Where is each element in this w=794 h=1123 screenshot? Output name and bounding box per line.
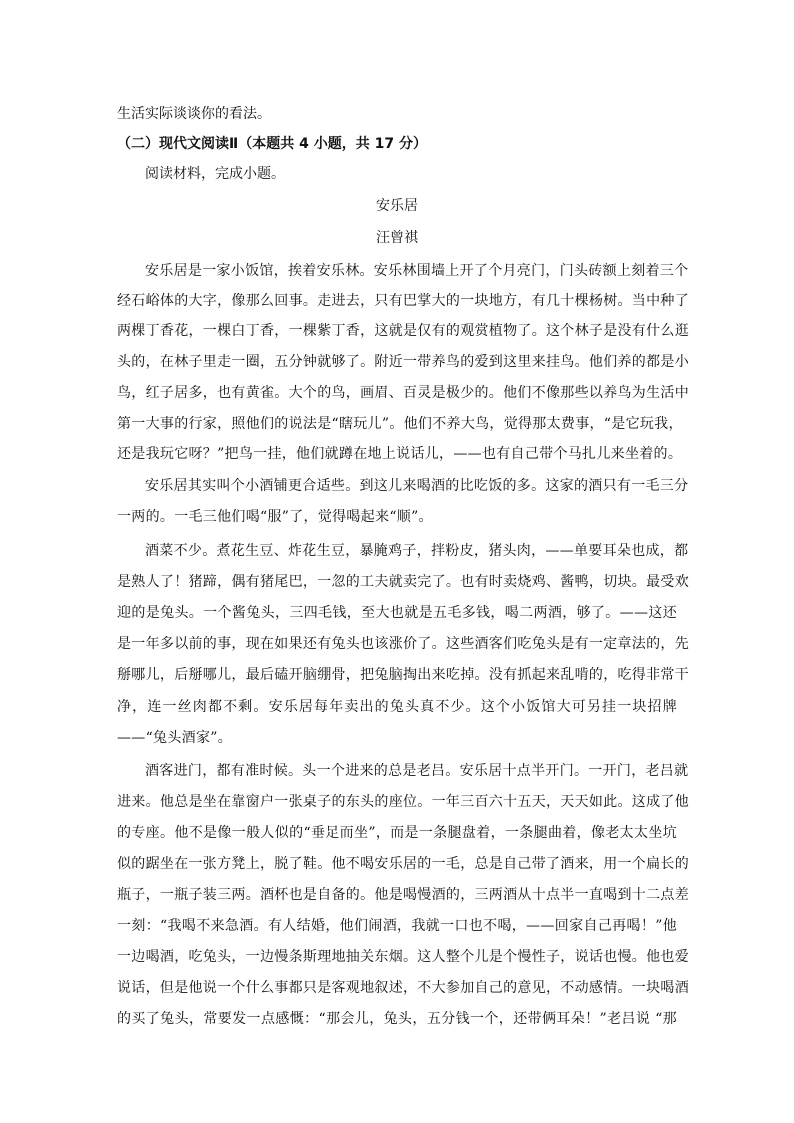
text-line: 的专座。他不是像一般人似的“垂足而坐”，而是一条腿盘着，一条腿曲着，像老太太坐坑: [117, 825, 677, 841]
text-line: 的买了兔头，常要发一点感慨：“那会儿，兔头，五分钱一个，还带俩耳朵！”老吕说 “那: [117, 1011, 677, 1027]
text-line: 似的踞坐在一张方凳上，脱了鞋。他不喝安乐居的一毛，总是自己带了酒来，用一个扁长的: [117, 856, 689, 872]
text-line: 经石峪体的大字，像那么回事。走进去，只有巴掌大的一块地方，有几十棵杨树。当中种了: [117, 293, 689, 309]
text-line: 鸟，红子居多，也有黄雀。大个的鸟，画眉、百灵是极少的。他们不像那些以养鸟为生活中: [117, 385, 689, 401]
text-line: 酒客进门，都有准时候。头一个进来的总是老吕。安乐居十点半开门。一开门，老吕就: [145, 763, 689, 779]
text-line: 净，连一丝肉都不剩。安乐居每年卖出的兔头真不少。这个小饭馆大可另挂一块招牌: [117, 699, 677, 715]
text-line: 一两的。一毛三他们喝“服”了，觉得喝起来“顺”。: [117, 509, 433, 525]
text-line: 一刻：“我喝不来急酒。有人结婚，他们闹酒，我就一口也不喝，——回家自己再喝！”他: [117, 918, 677, 934]
text-line: 进来。他总是坐在靠窗户一张桌子的东头的座位。一年三百六十五天，天天如此。这成了他: [117, 794, 689, 810]
text-line: ——“兔头酒家”。: [117, 730, 233, 746]
section-heading: （二）现代文阅读Ⅱ（本题共 4 小题，共 17 分）: [117, 136, 427, 152]
text-line: 头的，在林子里走一圈，五分钟就够了。附近一带养鸟的爱到这里来挂鸟。他们养的都是小: [117, 354, 689, 370]
text-line: 酒菜不少。煮花生豆、炸花生豆，暴腌鸡子，拌粉皮，猪头肉，——单要耳朵也成，都: [145, 543, 689, 559]
text-line: 安乐居是一家小饭馆，挨着安乐林。安乐林围墙上开了个月亮门，门头砖额上刻着三个: [145, 263, 689, 279]
instruction-text: 阅读材料，完成小题。: [145, 166, 285, 182]
text-line: 还是我玩它呀？”把鸟一挂，他们就蹲在地上说话儿，——也有自己带个马扎儿来坐着的。: [117, 446, 683, 462]
text-line: 瓶子，一瓶子装三两。酒杯也是自备的。他是喝慢酒的，三两酒从十点半一直喝到十二点差: [117, 887, 689, 903]
article-title: 安乐居: [376, 198, 418, 214]
intro-line: 生活实际谈谈你的看法。: [117, 106, 271, 122]
text-line: 安乐居其实叫个小酒铺更合适些。到这儿来喝酒的比吃饭的多。这家的酒只有一毛三分: [145, 478, 689, 494]
text-line: 迎的是兔头。一个酱兔头，三四毛钱，至大也就是五毛多钱，喝二两酒，够了。——这还: [117, 605, 677, 621]
text-line: 是熟人了！猪蹄，偶有猪尾巴，一忽的工夫就卖完了。也有时卖烧鸡、酱鸭，切块。最受欢: [117, 574, 689, 590]
text-line: 是一年多以前的事，现在如果还有兔头也该涨价了。这些酒客们吃兔头是有一定章法的，先: [117, 636, 689, 652]
text-line: 两棵丁香花，一棵白丁香，一棵紫丁香，这就是仅有的观赏植物了。这个林子是没有什么逛: [117, 323, 689, 339]
article-author: 汪曾祺: [376, 230, 418, 246]
text-line: 掰哪儿，后掰哪儿，最后磕开脑绷骨，把兔脑掏出来吃掉。没有抓起来乱啃的，吃得非常干: [117, 667, 689, 683]
text-line: 第一大事的行家，照他们的说法是“瞎玩儿”。他们不养大鸟，觉得那太费事，“是它玩我，: [117, 416, 683, 432]
text-line: 说话，但是他说一个什么事都只是客观地叙述，不大参加自己的意见，不动感情。一块喝酒: [117, 980, 689, 996]
text-line: 一边喝酒，吃兔头，一边慢条斯理地抽关东烟。这人整个儿是个慢性子，说话也慢。他也爱: [117, 949, 689, 965]
